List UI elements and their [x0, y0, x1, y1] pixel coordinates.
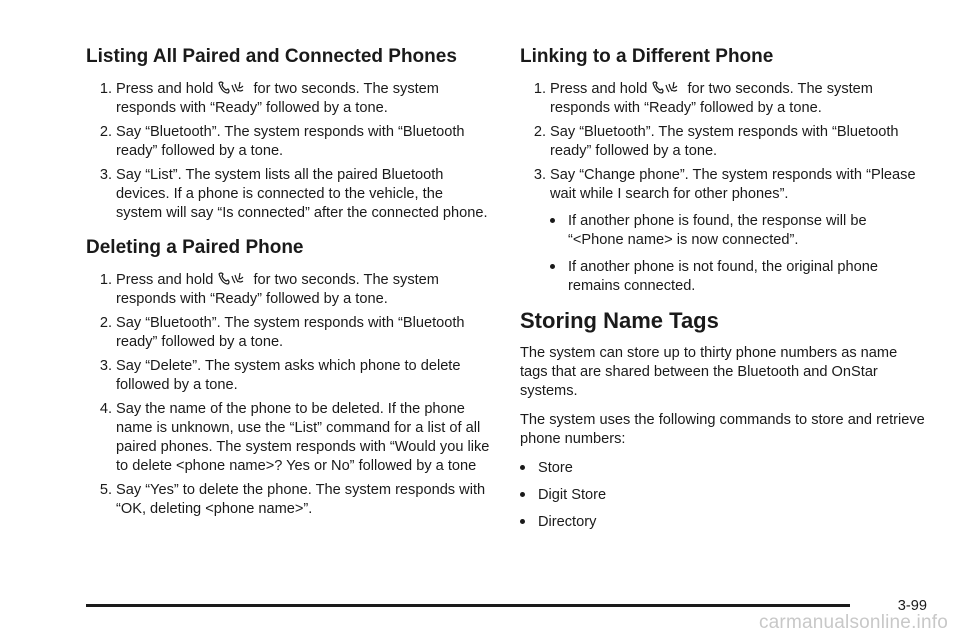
listing-steps: [86, 80, 491, 223]
paragraph: The system uses the following commands to store and retrieve phone numbers:: [520, 412, 925, 447]
section-title-deleting-phone: Deleting a Paired Phone: [86, 237, 304, 258]
bullet-dot: [520, 492, 525, 497]
step-text: Say “Bluetooth”. The system responds with “Bluetooth ready” followed by a tone.: [550, 124, 899, 159]
list-item: [86, 481, 491, 519]
step-text: Say “Change phone”. The system responds with “Please wait while I search for other phones”.: [550, 167, 916, 202]
phone-voice-icon: [217, 271, 247, 285]
command-list: [520, 459, 925, 532]
step-number: 1.: [99, 81, 112, 97]
linking-steps: [520, 80, 925, 296]
phone-voice-icon: [217, 80, 247, 94]
step-text-before: Press and hold: [116, 81, 218, 97]
step-number: 2.: [99, 315, 112, 331]
list-item: [550, 258, 925, 296]
step-number: 3.: [99, 167, 112, 183]
step-text: Say the name of the phone to be deleted. If the phone name is unknown, use the “List” command for a list of all paired phones. The system responds with “Would you like to delete <phone name>? Yes or No” followed by a tone: [116, 401, 490, 474]
step-number: 2.: [99, 124, 112, 140]
step-number: 1.: [99, 272, 112, 288]
bullet-text: Store: [538, 460, 573, 476]
list-item: [550, 212, 925, 250]
list-item: [86, 123, 491, 161]
bullet-dot: [550, 218, 555, 223]
footer-rule: [86, 604, 850, 607]
step-text: Say “Bluetooth”. The system responds with “Bluetooth ready” followed by a tone.: [116, 315, 465, 350]
step-number: 3.: [533, 167, 546, 183]
bullet-dot: [520, 519, 525, 524]
list-item: [86, 400, 491, 476]
step-text: Say “Delete”. The system asks which phone to delete followed by a tone.: [116, 358, 461, 393]
step-number: 2.: [533, 124, 546, 140]
left-column: [86, 44, 491, 531]
step-number: 3.: [99, 358, 112, 374]
list-item: [520, 486, 925, 505]
list-item: [520, 80, 925, 118]
phone-voice-icon: [651, 80, 681, 94]
list-item: [520, 166, 925, 296]
step-text-before: Press and hold: [550, 81, 652, 97]
list-item: [520, 459, 925, 478]
bullet-dot: [520, 465, 525, 470]
bullet-text: If another phone is not found, the original phone remains connected.: [568, 259, 878, 294]
bullet-dot: [550, 264, 555, 269]
step-text: Say “Yes” to delete the phone. The system responds with “OK, deleting <phone name>”.: [116, 482, 486, 517]
step-text-after: for two seconds. The system responds with “Ready” followed by a tone.: [116, 81, 439, 116]
change-phone-outcomes: [550, 212, 925, 296]
step-number: 1.: [533, 81, 546, 97]
list-item: [86, 314, 491, 352]
page-number: 3-99: [897, 598, 927, 614]
list-item: [86, 271, 491, 309]
step-text-after: for two seconds. The system responds with “Ready” followed by a tone.: [550, 81, 873, 116]
step-number: 4.: [99, 401, 112, 417]
step-number: 5.: [99, 482, 112, 498]
section-title-storing-name-tags: Storing Name Tags: [520, 308, 719, 333]
section-title-listing-phones: Listing All Paired and Connected Phones: [86, 46, 457, 67]
bullet-text: Directory: [538, 514, 597, 530]
list-item: [86, 166, 491, 223]
list-item: [520, 123, 925, 161]
list-item: [86, 357, 491, 395]
section-title-linking-phone: Linking to a Different Phone: [520, 46, 774, 67]
step-text-before: Press and hold: [116, 272, 218, 288]
paragraph: The system can store up to thirty phone numbers as name tags that are shared between the Bluetooth and OnStar systems.: [520, 345, 898, 399]
list-item: [86, 80, 491, 118]
right-column: [520, 44, 925, 540]
bullet-text: Digit Store: [538, 487, 607, 503]
deleting-steps: [86, 271, 491, 519]
step-text: Say “List”. The system lists all the paired Bluetooth devices. If a phone is connected to the vehicle, the system will say “Is connected” after the connected phone.: [116, 167, 488, 221]
watermark: carmanualsonline.info: [758, 612, 948, 633]
list-item: [520, 513, 925, 532]
step-text: Say “Bluetooth”. The system responds with “Bluetooth ready” followed by a tone.: [116, 124, 465, 159]
step-text-after: for two seconds. The system responds with “Ready” followed by a tone.: [116, 272, 439, 307]
bullet-text: If another phone is found, the response will be “<Phone name> is now connected”.: [568, 213, 867, 248]
